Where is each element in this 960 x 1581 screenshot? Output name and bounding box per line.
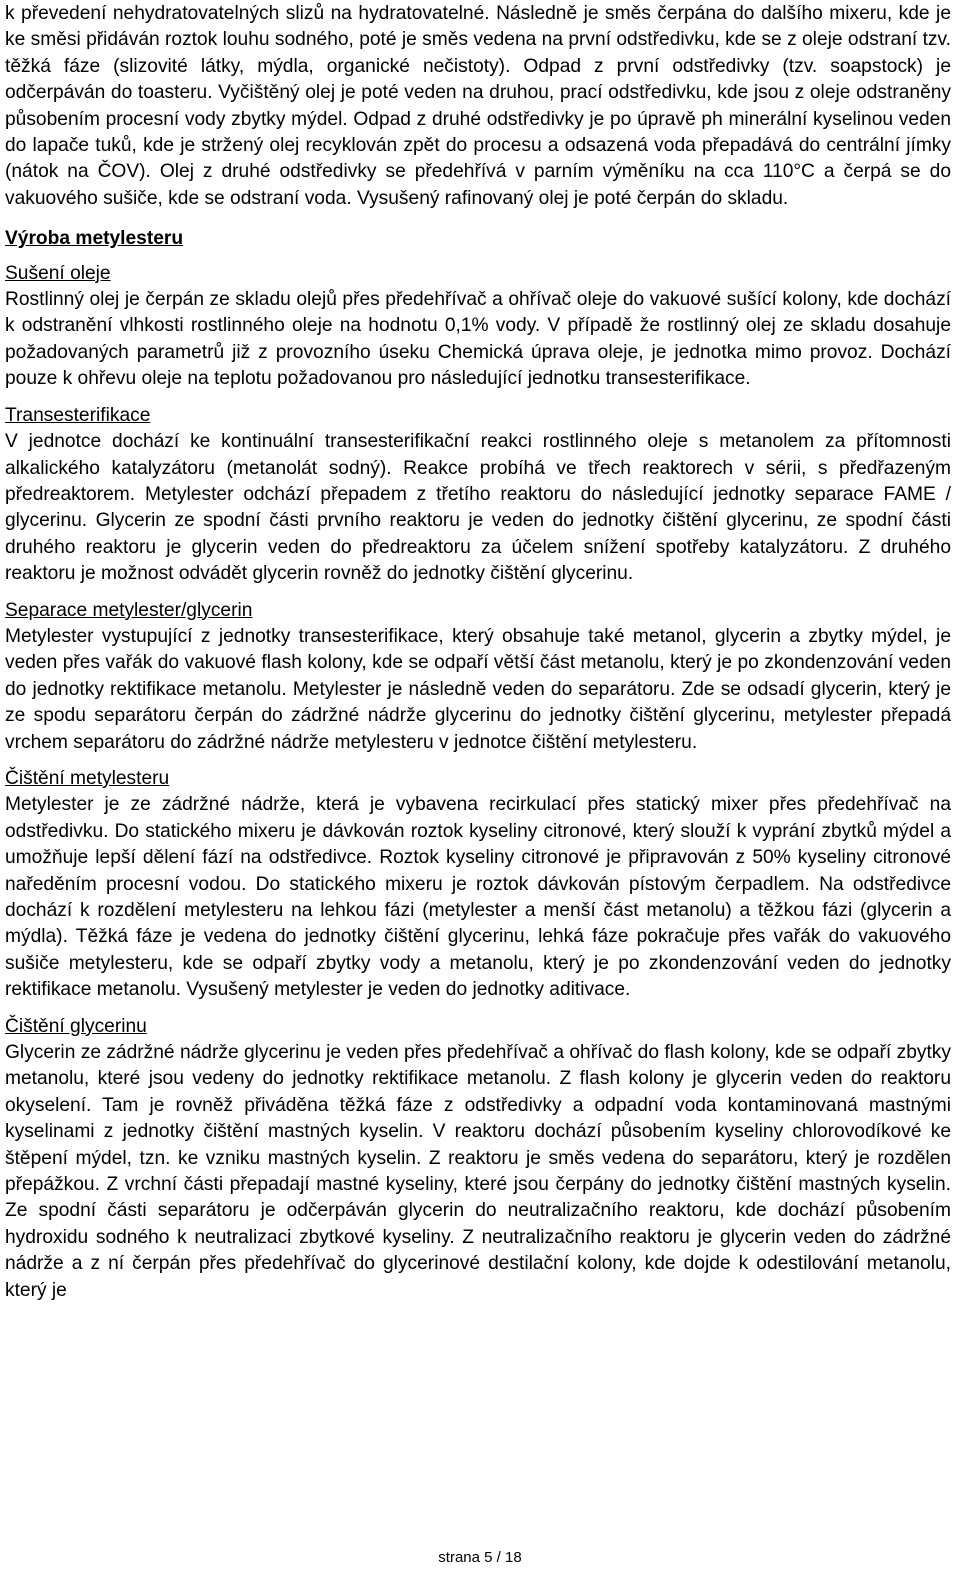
subsection-title-cisteni-metylesteru: Čištění metylesteru (5, 767, 170, 789)
subsection-text-transesterifikace: V jednotce dochází ke kontinuální transesterifikační reakci rostlinného oleje s metanolem za přítomnosti alkalického katalyzátoru (metanolát sodný). Reakce probíhá ve třech reaktorech v sérii, s předřazeným předreaktorem. Metylester odchází přepadem z třetího reaktoru do následující jednotky separace FAME / glycerinu. Glycerin ze spodní části prvního reaktoru je veden do jednotky čištění glycerinu, ze spodní části druhého reaktoru je glycerin veden do předreaktoru za účelem snížení spotřeby katalyzátoru. Z druhého reaktoru je možnost odvádět glycerin rovněž do jednotky čištění glycerinu. (5, 431, 951, 585)
subsection-title-cisteni-glycerinu: Čištění glycerinu (5, 1015, 147, 1037)
intro-paragraph: k převedení nehydratovatelných slizů na hydratovatelné. Následně je směs čerpána do dalšího mixeru, kde je ke směsi přidáván roztok louhu sodného, poté je směs vedena na první odstředivku, kde se z oleje odstraní tzv. těžká fáze (slizovité látky, mýdla, organické nečistoty). Odpad z první odstředivky (tzv. soapstock) je odčerpáván do toasteru. Vyčištěný olej je poté veden na druhou, prací odstředivku, kde jsou z oleje odstraněny působením procesní vody zbytky mýdel. Odpad z druhé odstředivky je po úpravě ph minerální kyselinou veden do lapače tuků, kde je stržený olej recyklován zpět do procesu a odsazená voda přepadává do centrální jímky (nátok na ČOV). Olej z druhé odstředivky se předehřívá v parním výměníku na cca 110°C a čerpá se do vakuového sušiče, kde se odstraní voda. Vysušený rafinovaný olej je poté čerpán do skladu. (5, 3, 951, 209)
subsection-text-suseni-oleje: Rostlinný olej je čerpán ze skladu olejů přes předehřívač a ohřívač oleje do vakuové sušící kolony, kde dochází k odstranění vlhkosti rostlinného oleje na hodnotu 0,1% vody. V případě že rostlinný olej ze skladu dosahuje požadovaných parametrů již z provozního úseku Chemická úprava oleje, je jednotka mimo provoz. Dochází pouze k ohřevu oleje na teplotu požadovanou pro následující jednotku transesterifikace. (5, 289, 951, 390)
subsection-text-separace: Metylester vystupující z jednotky transesterifikace, který obsahuje také metanol, glycerin a zbytky mýdel, je veden přes vařák do vakuové flash kolony, kde se odpaří větší část metanolu, který je po zkondenzování veden do jednotky rektifikace metanolu. Metylester je následně veden do separátoru. Zde se odsadí glycerin, který je ze spodu separátoru čerpán do zádržné nádrže glycerinu do jednotky čištění glycerinu, metylester přepadá vrchem separátoru do zádržné nádrže metylesteru v jednotce čištění metylesteru. (5, 625, 951, 753)
subsection-title-suseni-oleje: Sušení oleje (5, 262, 111, 284)
subsection-title-separace: Separace metylester/glycerin (5, 599, 253, 621)
subsection-title-transesterifikace: Transesterifikace (5, 404, 151, 426)
subsection-text-cisteni-glycerinu: Glycerin ze zádržné nádrže glycerinu je veden přes předehřívač a ohřívač do flash kolony, kde se odpaří zbytky metanolu, které jsou vedeny do jednotky rektifikace metanolu. Z flash kolony je glycerin veden do reaktoru okyselení. Tam je rovněž přiváděna těžká fáze z odstředivky a odpadní voda kontaminovaná mastnými kyselinami z jednotky čištění mastných kyselin. V reaktoru dochází působením kyseliny chlorovodíkové ke štěpení mýdel, tzn. ke vzniku mastných kyselin. Z reaktoru je směs vedena do separátoru, který je rozdělen přepážkou. Z vrchní části přepadají mastné kyseliny, které jsou čerpány do jednotky čištění mastných kyselin. Ze spodní části separátoru je odčerpáván glycerin do neutralizačního reaktoru, kde dochází působením hydroxidu sodného k neutralizaci zbytkové kyseliny. Z neutralizačního reaktoru je glycerin veden do zádržné nádrže a z ní čerpán přes předehřívač do glycerinové destilační kolony, kde dojde k odestilování metanolu, který je (5, 1042, 951, 1301)
document-page (5, 0, 951, 1304)
section-title: Výroba metylesteru (5, 228, 184, 250)
page-number: strana 5 / 18 (438, 1549, 522, 1566)
subsection-text-cisteni-metylesteru: Metylester je ze zádržné nádrže, která je vybavena recirkulací přes statický mixer přes předehřívač na odstředivku. Do statického mixeru je dávkován roztok kyseliny citronové, který slouží k vyprání zbytků mýdel a umožňuje lepší dělení fází na odstředivce. Roztok kyseliny citronové je připravován z 50% kyseliny citronové naředěním procesní vodou. Do statického mixeru je roztok dávkován pístovým čerpadlem. Na odstředivce dochází k rozdělení metylesteru na lehkou fázi (metylester a menší část metanolu) a těžkou fázi (glycerin a mýdla). Těžká fáze je vedena do jednotky čištění glycerinu, lehká fáze pokračuje přes vařák do vakuového sušiče metylesteru, kde se odpaří zbytky vody a metanolu, který je po zkondenzování veden do jednotky rektifikace metanolu. Vysušený metylester je veden do jednotky aditivace. (5, 794, 951, 1001)
